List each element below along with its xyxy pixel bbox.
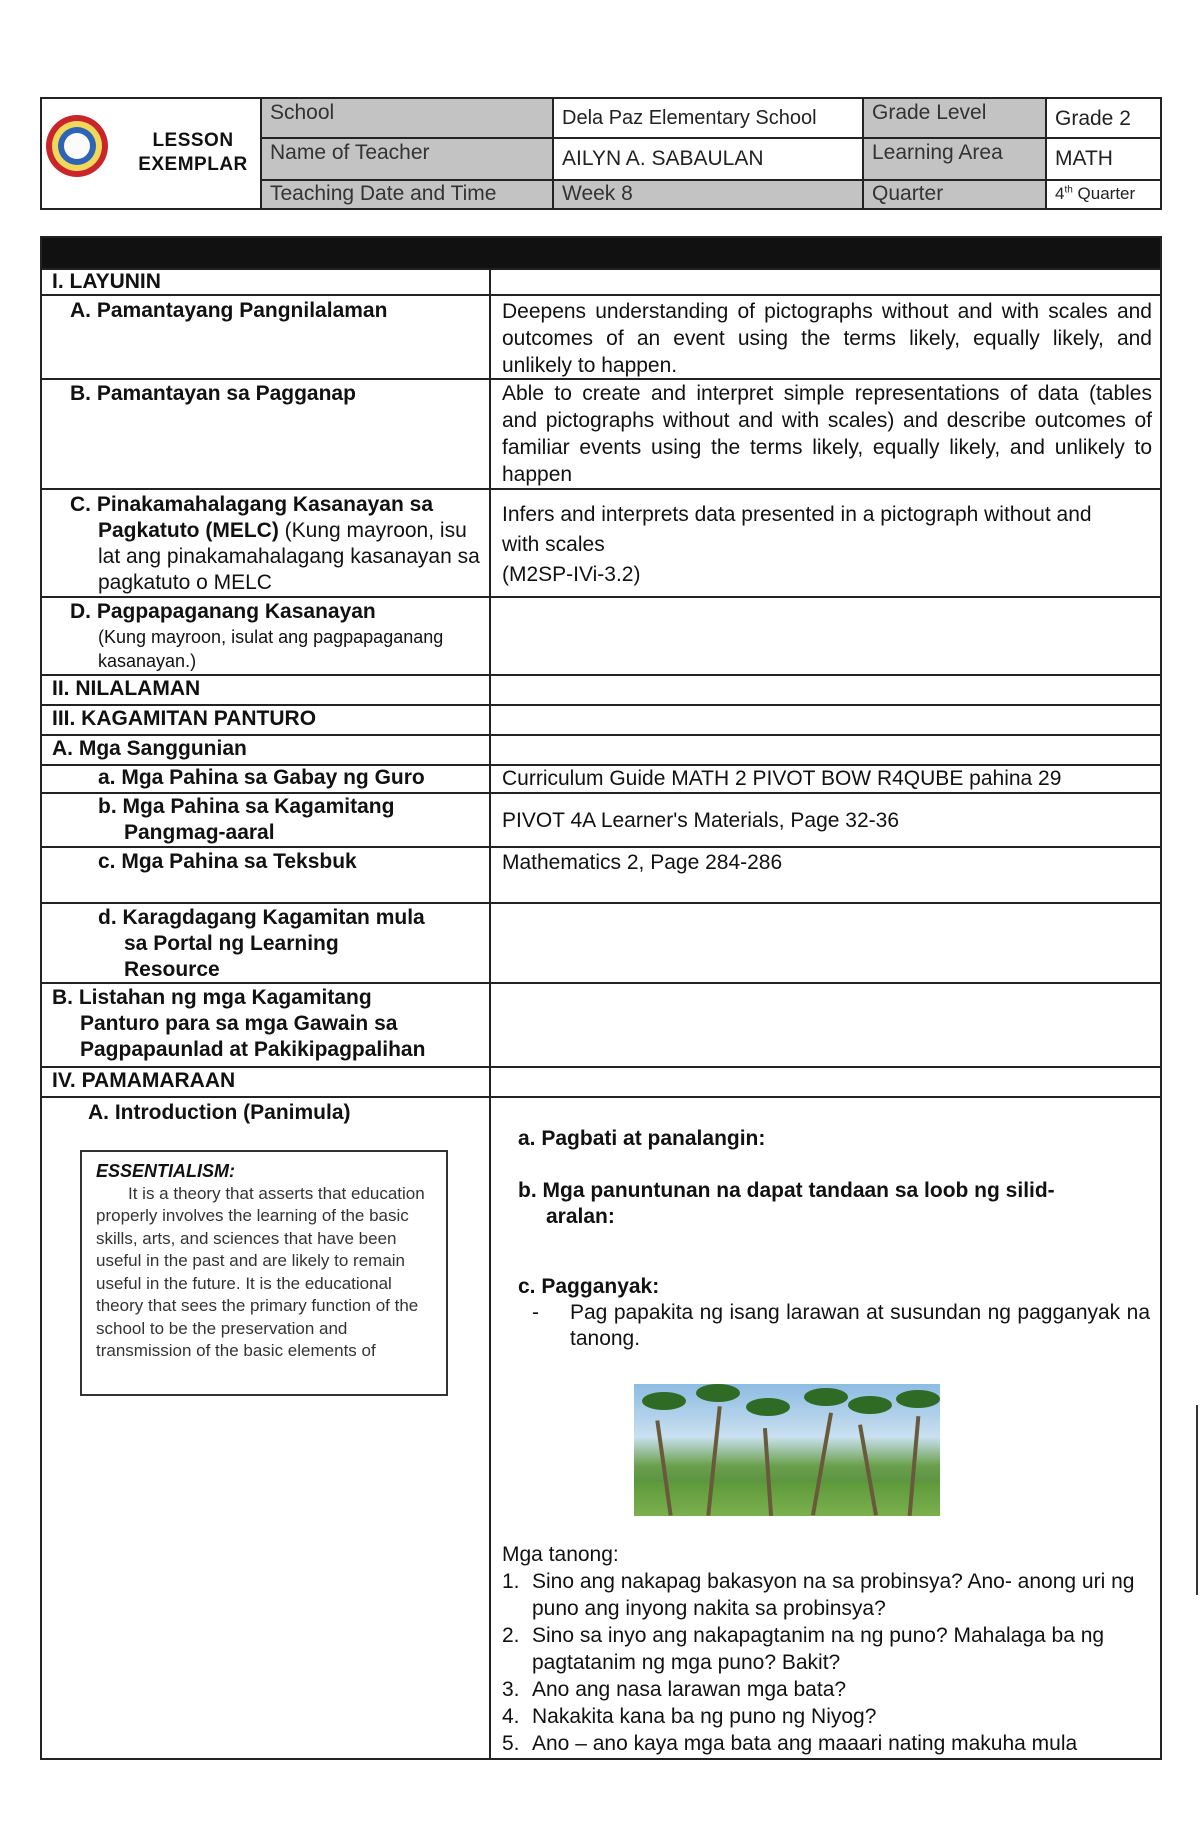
kagamitang-pangmag-aaral-value: PIVOT 4A Learner's Materials, Page 32-36	[502, 809, 900, 832]
coconut-trees-image	[634, 1384, 940, 1516]
layunin-heading: I. LAYUNIN	[52, 270, 161, 293]
pagpapaganang-kasanayan-note: (Kung mayroon, isulat ang pagpapaganang kasanayan.)	[98, 627, 444, 671]
teaching-date-value: Week 8	[554, 181, 864, 208]
grade-level-value: Grade 2	[1047, 99, 1160, 139]
learning-resource-label: d. Karagdagang Kagamitan mula sa Portal ng Learning Resource	[98, 906, 425, 981]
lesson-table	[40, 236, 1162, 1760]
learning-area-label: Learning Area	[864, 139, 1047, 181]
teaching-date-label: Teaching Date and Time	[262, 181, 554, 208]
pagganyak-text: Pag papakita ng isang larawan at susundan ng pagganyak na tanong.	[570, 1301, 1150, 1350]
grade-level-label: Grade Level	[864, 99, 1047, 139]
school-value: Dela Paz Elementary School	[554, 99, 864, 139]
essentialism-box	[80, 1150, 448, 1396]
pagganyak-dash: -	[532, 1301, 539, 1324]
learning-area-value: MATH	[1047, 139, 1160, 181]
introduction-heading: A. Introduction (Panimula)	[88, 1101, 351, 1124]
questions-title: Mga tanong:	[502, 1543, 619, 1566]
essentialism-heading: ESSENTIALISM:	[96, 1161, 236, 1181]
pamamaraan-heading: IV. PAMAMARAAN	[52, 1069, 236, 1092]
school-label: School	[262, 99, 554, 139]
question-item: 5. Ano – ano kaya mga bata ang maaari nating makuha mula	[502, 1732, 1078, 1755]
pamantayang-pangnilalaman-value: Deepens understanding of pictographs without and with scales and outcomes of an event using the terms likely, equally likely, and unlikely to happen.	[502, 300, 1152, 377]
header-table	[40, 97, 1162, 210]
teacher-value: AILYN A. SABAULAN	[554, 139, 864, 181]
logo-cell	[42, 99, 262, 208]
listahan-label: B. Listahan ng mga Kagamitang Panturo para sa mga Gawain sa Pagpapaunlad at Pakikipagpalihan	[52, 986, 426, 1061]
quarter-label: Quarter	[864, 181, 1047, 208]
teacher-label: Name of Teacher	[262, 139, 554, 181]
pagpapaganang-kasanayan-label: D. Pagpapaganang Kasanayan	[70, 600, 376, 623]
melc-label: C. Pinakamahalagang Kasanayan sa Pagkatuto (MELC) (Kung mayroon, isu lat ang pinakamahalagang kasanayan sa pagkatuto o MELC	[70, 493, 480, 594]
question-item: 4. Nakakita kana ba ng puno ng Niyog?	[502, 1705, 877, 1728]
question-item: 1. Sino ang nakapag bakasyon na sa probinsya? Ano- anong uri ng puno ang inyong nakita sa probinsya?	[502, 1570, 1135, 1620]
pamantayang-pangnilalaman-label: A. Pamantayang Pangnilalaman	[70, 299, 388, 322]
question-item: 2. Sino sa inyo ang nakapagtanim na ng puno? Mahalaga ba ng pagtatanim ng mga puno? Bakit?	[502, 1624, 1105, 1674]
page-edge-mark	[1196, 1405, 1198, 1595]
school-seal-icon	[46, 115, 108, 177]
table-header-bar	[42, 238, 1160, 268]
pamantayan-sa-pagganap-value: Able to create and interpret simple representations of data (tables and pictographs without and with scales) and describe outcomes of familiar events using the terms likely, equally likely, and unlikely to happen	[502, 382, 1152, 486]
gabay-guro-label: a. Mga Pahina sa Gabay ng Guro	[98, 766, 425, 789]
teksbuk-value: Mathematics 2, Page 284-286	[502, 851, 783, 874]
essentialism-body: It is a theory that asserts that education properly involves the learning of the basic skills, arts, and sciences that have been useful in the past and are likely to remain useful in the future. It is the educational theory that sees the primary function of the school to be the preservation and transmission of the basic elements of	[96, 1183, 425, 1360]
teksbuk-label: c. Mga Pahina sa Teksbuk	[98, 850, 357, 873]
lesson-exemplar-title: LESSON EXEMPLAR	[138, 130, 248, 175]
kagamitang-pangmag-aaral-label: b. Mga Pahina sa Kagamitang Pangmag-aaral	[98, 795, 395, 844]
pamantayan-sa-pagganap-label: B. Pamantayan sa Pagganap	[70, 382, 356, 405]
sanggunian-heading: A. Mga Sanggunian	[52, 737, 247, 760]
quarter-value: 4th Quarter	[1047, 181, 1160, 208]
gabay-guro-value: Curriculum Guide MATH 2 PIVOT BOW R4QUBE pahina 29	[502, 767, 1062, 790]
column-divider	[489, 268, 491, 1758]
panuntunan-item: b. Mga panuntunan na dapat tandaan sa loob ng silid- aralan:	[518, 1179, 1055, 1228]
pagganyak-item: c. Pagganyak:	[518, 1275, 660, 1298]
question-item: 3. Ano ang nasa larawan mga bata?	[502, 1678, 847, 1701]
nilalaman-heading: II. NILALAMAN	[52, 677, 201, 700]
kagamitan-heading: III. KAGAMITAN PANTURO	[52, 707, 317, 730]
questions-list	[502, 1568, 1152, 1757]
melc-value: Infers and interprets data presented in a pictograph without and with scales (M2SP-IVi-3.2)	[502, 503, 1092, 586]
pagbati-item: a. Pagbati at panalangin:	[518, 1127, 766, 1150]
